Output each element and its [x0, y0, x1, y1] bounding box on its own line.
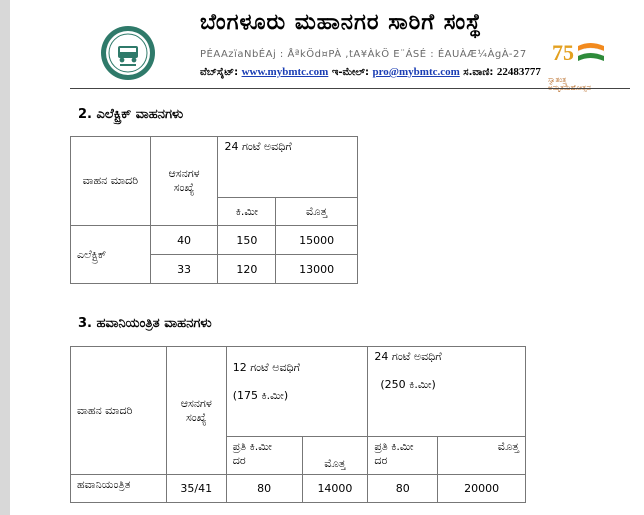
ac-12h-label: 12 ಗಂಟೆ ಅವಧಿಗೆ: [232, 361, 301, 374]
ac-vehicles-table: [70, 346, 526, 503]
ac-col-12h: [226, 347, 368, 437]
ac-rate12-line1: ಪ್ರತಿ ಕಿ.ಮೀ: [232, 440, 272, 453]
phone-label: ಸ.ವಾಣಿ:: [463, 67, 494, 78]
website-link[interactable]: www.mybmtc.com: [241, 66, 329, 78]
page-left-margin: [0, 0, 10, 515]
email-label: ಇ-ಮೇಲ್:: [331, 67, 369, 78]
ac-col-total12: ಮೊತ್ತ: [302, 437, 368, 475]
electric-col-seats: ಆಸನಗಳ ಸಂಖ್ಯೆ: [150, 137, 218, 226]
table-row: [71, 475, 526, 503]
ac-col-vehicle: ವಾಹನ ಮಾದರಿ: [71, 347, 167, 475]
header-divider: [70, 88, 630, 89]
ac-col-seats: ಆಸನಗಳ ಸಂಖ್ಯೆ: [166, 347, 226, 475]
svg-text:75: 75: [552, 40, 574, 65]
ac-col-24h: [368, 347, 526, 437]
electric-col-vehicle: ವಾಹನ ಮಾದರಿ: [71, 137, 151, 226]
email-link[interactable]: pro@mybmtc.com: [372, 66, 460, 78]
electric-seats-cell: 33: [150, 255, 218, 284]
electric-col-period: 24 ಗಂಟೆ ಅವಧಿಗೆ: [218, 137, 358, 198]
ac-seats-cell: 35/41: [166, 475, 226, 503]
electric-total-cell: 13000: [276, 255, 358, 284]
ac-rate12-cell: 80: [226, 475, 302, 503]
electric-km-cell: 120: [218, 255, 276, 284]
electric-total-cell: 15000: [276, 226, 358, 255]
ac-24h-label: 24 ಗಂಟೆ ಅವಧಿಗೆ: [374, 350, 442, 363]
electric-vehicle-type: ಎಲೆಕ್ಟ್ರಿಕ್: [71, 226, 151, 284]
organization-address: PÉAAzïaNbÉAj : ÅªkÖd¤PÀ ,tA¥ÀkÖ E¨ÁSÉ : ÉAUÀÆ¼ÀgÀ-27: [200, 49, 527, 60]
electric-km-cell: 150: [218, 226, 276, 255]
ac-col-rate12: [226, 437, 302, 475]
ac-24h-km: (250 ಕಿ.ಮೀ): [380, 378, 436, 391]
ac-rate12-line2: ದರ: [232, 454, 246, 467]
ac-rate24-cell: 80: [368, 475, 438, 503]
ac-total12-cell: 14000: [302, 475, 368, 503]
electric-col-km: ಕಿ.ಮೀ: [218, 198, 276, 226]
ac-total24-cell: 20000: [438, 475, 526, 503]
ac-12h-km: (175 ಕಿ.ಮೀ): [232, 389, 289, 402]
section-ac-heading: 3. ಹವಾನಿಯಂತ್ರಿತ ವಾಹನಗಳು: [78, 316, 212, 331]
contact-line: [200, 66, 541, 78]
electric-vehicles-table: [70, 136, 358, 284]
amrit-mahotsav-logo: [548, 38, 610, 92]
electric-seats-cell: 40: [150, 226, 218, 255]
phone-number: 22483777: [496, 66, 541, 78]
website-label: ವೆಬ್‌ಸೈಟ್:: [200, 67, 239, 78]
ac-col-total24: ಮೊತ್ತ: [438, 437, 526, 475]
organization-title: ಬೆಂಗಳೂರು ಮಹಾನಗರ ಸಾರಿಗೆ ಸಂಸ್ಥೆ: [200, 10, 482, 35]
flag-75-icon: [548, 38, 610, 72]
electric-col-total: ಮೊತ್ತ: [276, 198, 358, 226]
section-electric-heading: 2. ಎಲೆಕ್ಟ್ರಿಕ್ ವಾಹನಗಳು: [78, 107, 184, 122]
ac-rate24-line1: ಪ್ರತಿ ಕಿ.ಮೀ: [374, 440, 414, 453]
ac-vehicle-cell: ಹವಾನಿಯಂತ್ರಿತ: [71, 475, 167, 503]
table-row: [71, 226, 358, 255]
bmtc-emblem-icon: [100, 25, 156, 81]
amrit-mahotsav-text: ಸ್ವಾತಂತ್ರ್ಯ ಅಮೃತಮಹೋತ್ಸವ: [548, 76, 591, 92]
ac-col-rate24: [368, 437, 438, 475]
ac-rate24-line2: ದರ: [374, 454, 388, 467]
